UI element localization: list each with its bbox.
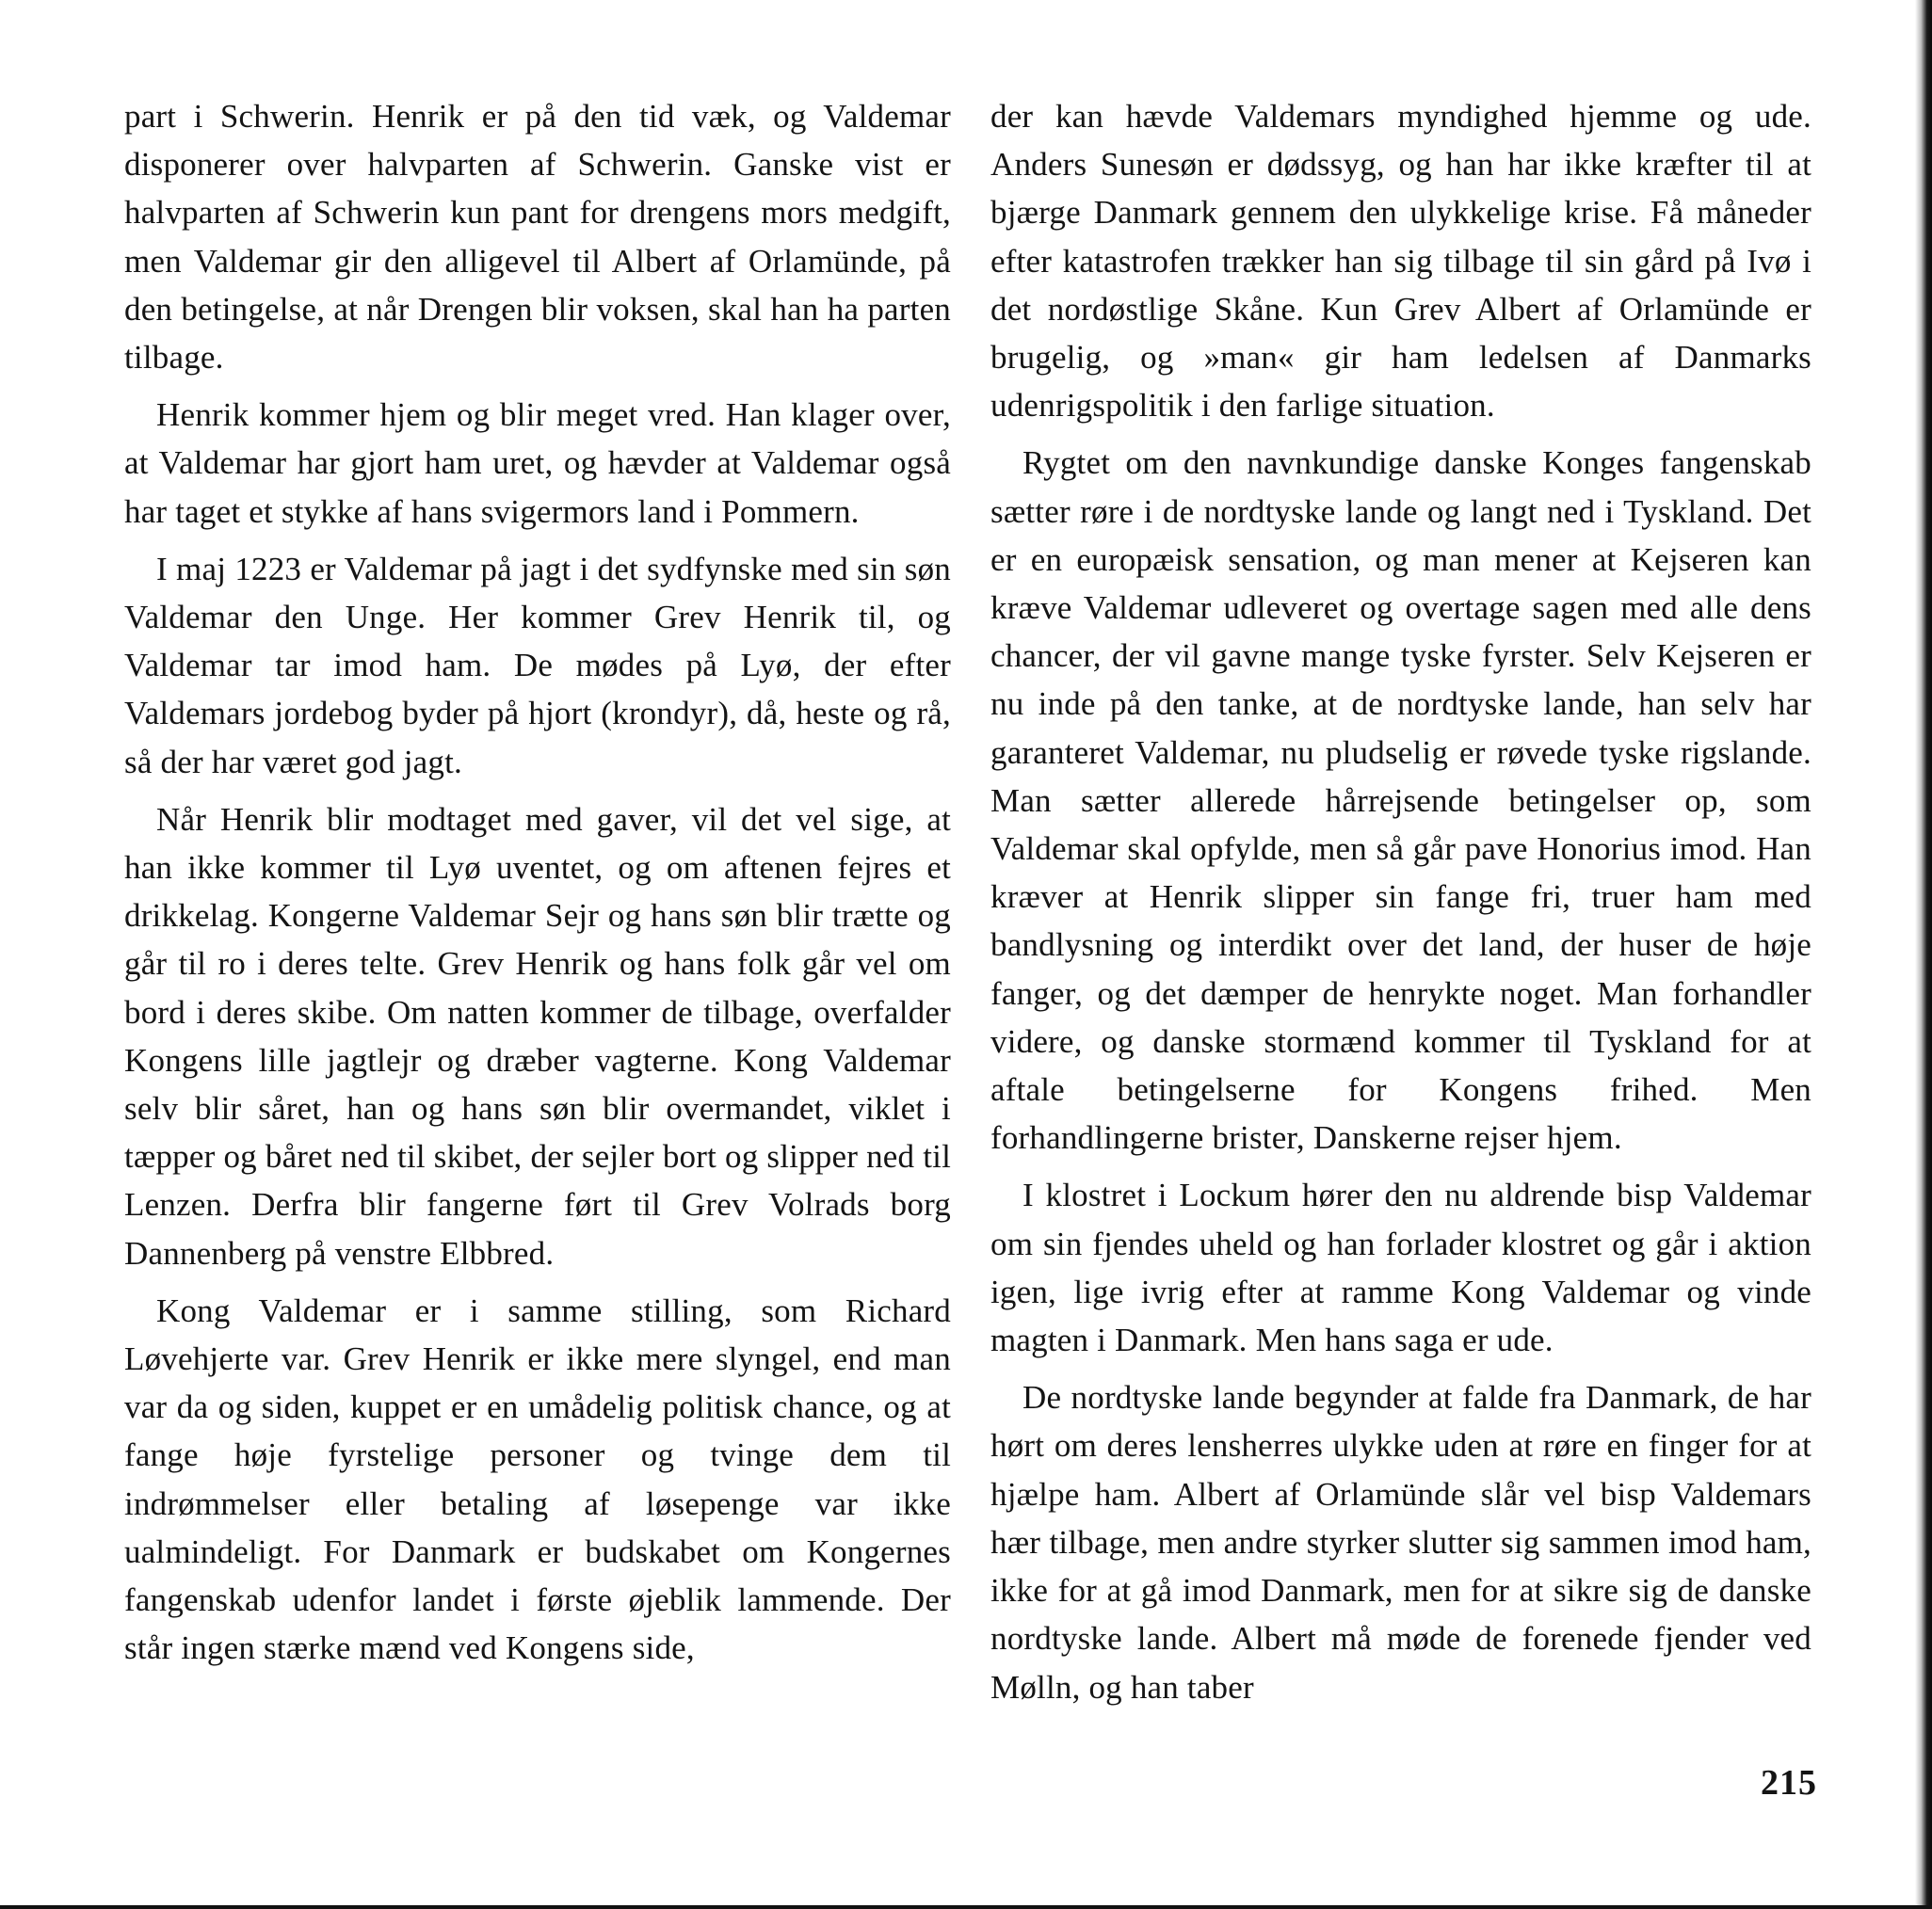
paragraph: part i Schwerin. Henrik er på den tid væk, og Valdemar disponerer over halvparten af Schwerin. Ganske vist er halvparten af Schwerin kun pant for drengens mors medgift, men Valdemar gir den alligevel til Albert af Orlamünde, på den betingelse, at når Drengen blir voksen, skal han ha parten tilbage. bbox=[124, 98, 951, 377]
paragraph: Henrik kommer hjem og blir meget vred. Han klager over, at Valdemar har gjort ham uret, og hævder at Valdemar også har taget et stykke af hans svigermors land i Pommern. bbox=[124, 396, 951, 530]
paragraph: I klostret i Lockum hører den nu aldrende bisp Valdemar om sin fjendes uheld og han forlader klostret og går i aktion igen, lige ivrig efter at ramme Kong Valdemar og vinde magten i Danmark. Men hans saga er ude. bbox=[990, 1177, 1811, 1359]
paragraph: De nordtyske lande begynder at falde fra Danmark, de har hørt om deres lensherres ulykke uden at røre en finger for at hjælpe ham. Albert af Orlamünde slår vel bisp Valdemars hær tilbage, men andre styrker slutter sig sammen imod ham, ikke for at gå imod Danmark, men for at sikre sig de danske nordtyske lande. Albert må møde de forenede fjender ved Mølln, og han taber bbox=[990, 1379, 1811, 1706]
paragraph: Kong Valdemar er i samme stilling, som Richard Løvehjerte var. Grev Henrik er ikke mere slyngel, end man var da og siden, kuppet er en umådelig politisk chance, og at fange høje fyrstelige personer og tvinge dem til indrømmelser eller betaling af løsepenge var ikke ualmindeligt. For Danmark er budskabet om Kongernes fangenskab udenfor landet i første øjeblik lammende. Der står ingen stærke mænd ved Kongens side, bbox=[124, 1291, 951, 1667]
right-text-column bbox=[990, 92, 1811, 1721]
paragraph: der kan hævde Valdemars myndighed hjemme og ude. Anders Sunesøn er dødssyg, og han har ikke kræfter til at bjærge Danmark gennem den ulykkelige krise. Få måneder efter katastrofen trækker han sig tilbage til sin gård på Ivø i det nordøstlige Skåne. Kun Grev Albert af Orlamünde er brugelig, og »man« gir ham ledelsen af Danmarks udenrigspolitik i den farlige situation. bbox=[990, 98, 1811, 425]
page-edge-shadow bbox=[1915, 0, 1932, 1909]
paragraph: Når Henrik blir modtaget med gaver, vil det vel sige, at han ikke kommer til Lyø uventet, og om aftenen fejres et drikkelag. Kongerne Valdemar Sejr og hans søn blir trætte og går til ro i deres telte. Grev Henrik og hans folk går vel om bord i deres skibe. Om natten kommer de tilbage, overfalder Kongens lille jagtlejr og dræber vagterne. Kong Valdemar selv blir såret, han og hans søn blir overmandet, viklet i tæpper og båret ned til skibet, der sejler bort og slipper ned til Lenzen. Derfra blir fangerne ført til Grev Volrads borg Dannenberg på venstre Elbbred. bbox=[124, 800, 951, 1272]
paragraph: Rygtet om den navnkundige danske Konges fangenskab sætter røre i de nordtyske lande og langt ned i Tyskland. Det er en europæisk sensation, og man mener at Kejseren kan kræve Valdemar udleveret og overtage sagen med alle dens chancer, der vil gavne mange tyske fyrster. Selv Kejseren er nu inde på den tanke, at de nordtyske lande, han selv har garanteret Valdemar, nu pludselig er røvede tyske rigslande. Man sætter allerede hårrejsende betingelser op, som Valdemar skal opfylde, men så går pave Honorius imod. Han kræver at Henrik slipper sin fange fri, truer ham med bandlysning og interdikt over det land, der huser de høje fanger, og det dæmper de henrykte noget. Man forhandler videre, og danske stormænd kommer til Tyskland for at aftale betingelserne for Kongens frihed. Men forhandlingerne brister, Danskerne rejser hjem. bbox=[990, 444, 1811, 1157]
left-text-column bbox=[124, 92, 951, 1682]
page-number: 215 bbox=[1761, 1763, 1817, 1803]
paragraph: I maj 1223 er Valdemar på jagt i det sydfynske med sin søn Valdemar den Unge. Her kommer Grev Henrik til, og Valdemar tar imod ham. De mødes på Lyø, der efter Valdemars jordebog byder på hjort (krondyr), då, heste og rå, så der har været god jagt. bbox=[124, 550, 951, 780]
page-bottom-edge bbox=[0, 1905, 1932, 1909]
